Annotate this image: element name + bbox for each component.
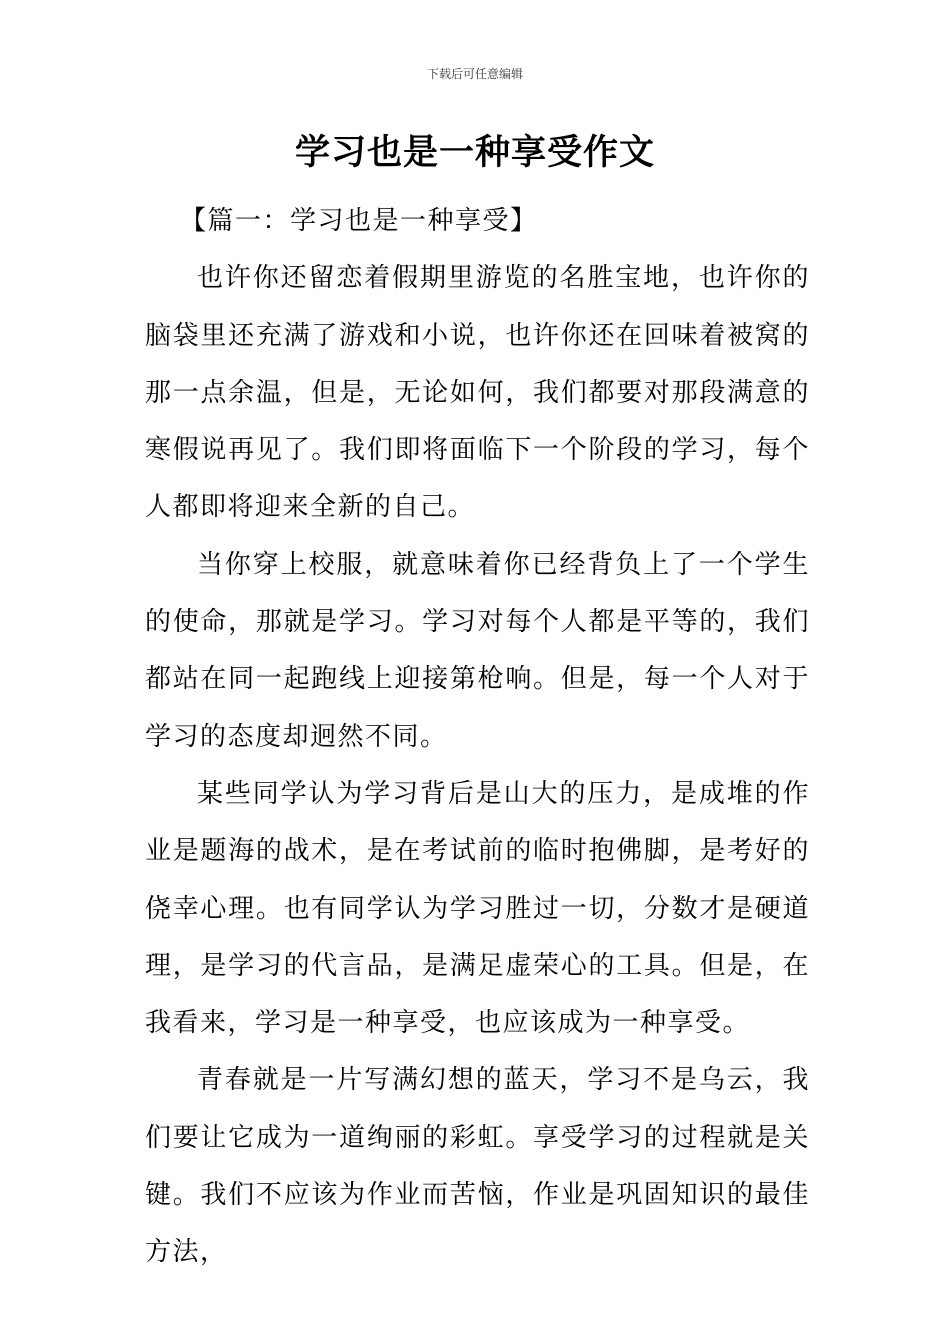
document-body — [145, 193, 810, 1282]
paragraph-4: 青春就是一片写满幻想的蓝天，学习不是乌云，我们要让它成为一道绚丽的彩虹。享受学习的过程就是关键。我们不应该为作业而苦恼，作业是巩固知识的最佳方法， — [145, 1065, 810, 1268]
paragraph-3: 某些同学认为学习背后是山大的压力，是成堆的作业是题海的战术，是在考试前的临时抱佛脚，是考好的侥幸心理。也有同学认为学习胜过一切，分数才是硬道理，是学习的代言品，是满足虚荣心的工具。但是，在我看来，学习是一种享受，也应该成为一种享受。 — [145, 778, 810, 1039]
paragraph-2: 当你穿上校服，就意味着你已经背负上了一个学生的使命，那就是学习。学习对每个人都是平等的，我们都站在同一起跑线上迎接第枪响。但是，每一个人对于学习的态度却迥然不同。 — [145, 549, 810, 752]
paragraph-1: 也许你还留恋着假期里游览的名胜宝地，也许你的脑袋里还充满了游戏和小说，也许你还在回味着被窝的那一点余温，但是，无论如何，我们都要对那段满意的寒假说再见了。我们即将面临下一个阶段的学习，每个人都即将迎来全新的自己。 — [145, 263, 810, 523]
header-note: 下载后可任意编辑 — [426, 67, 523, 81]
document-title: 学习也是一种享受作文 — [294, 133, 655, 173]
section-heading: 【篇一：学习也是一种享受】 — [180, 206, 538, 236]
